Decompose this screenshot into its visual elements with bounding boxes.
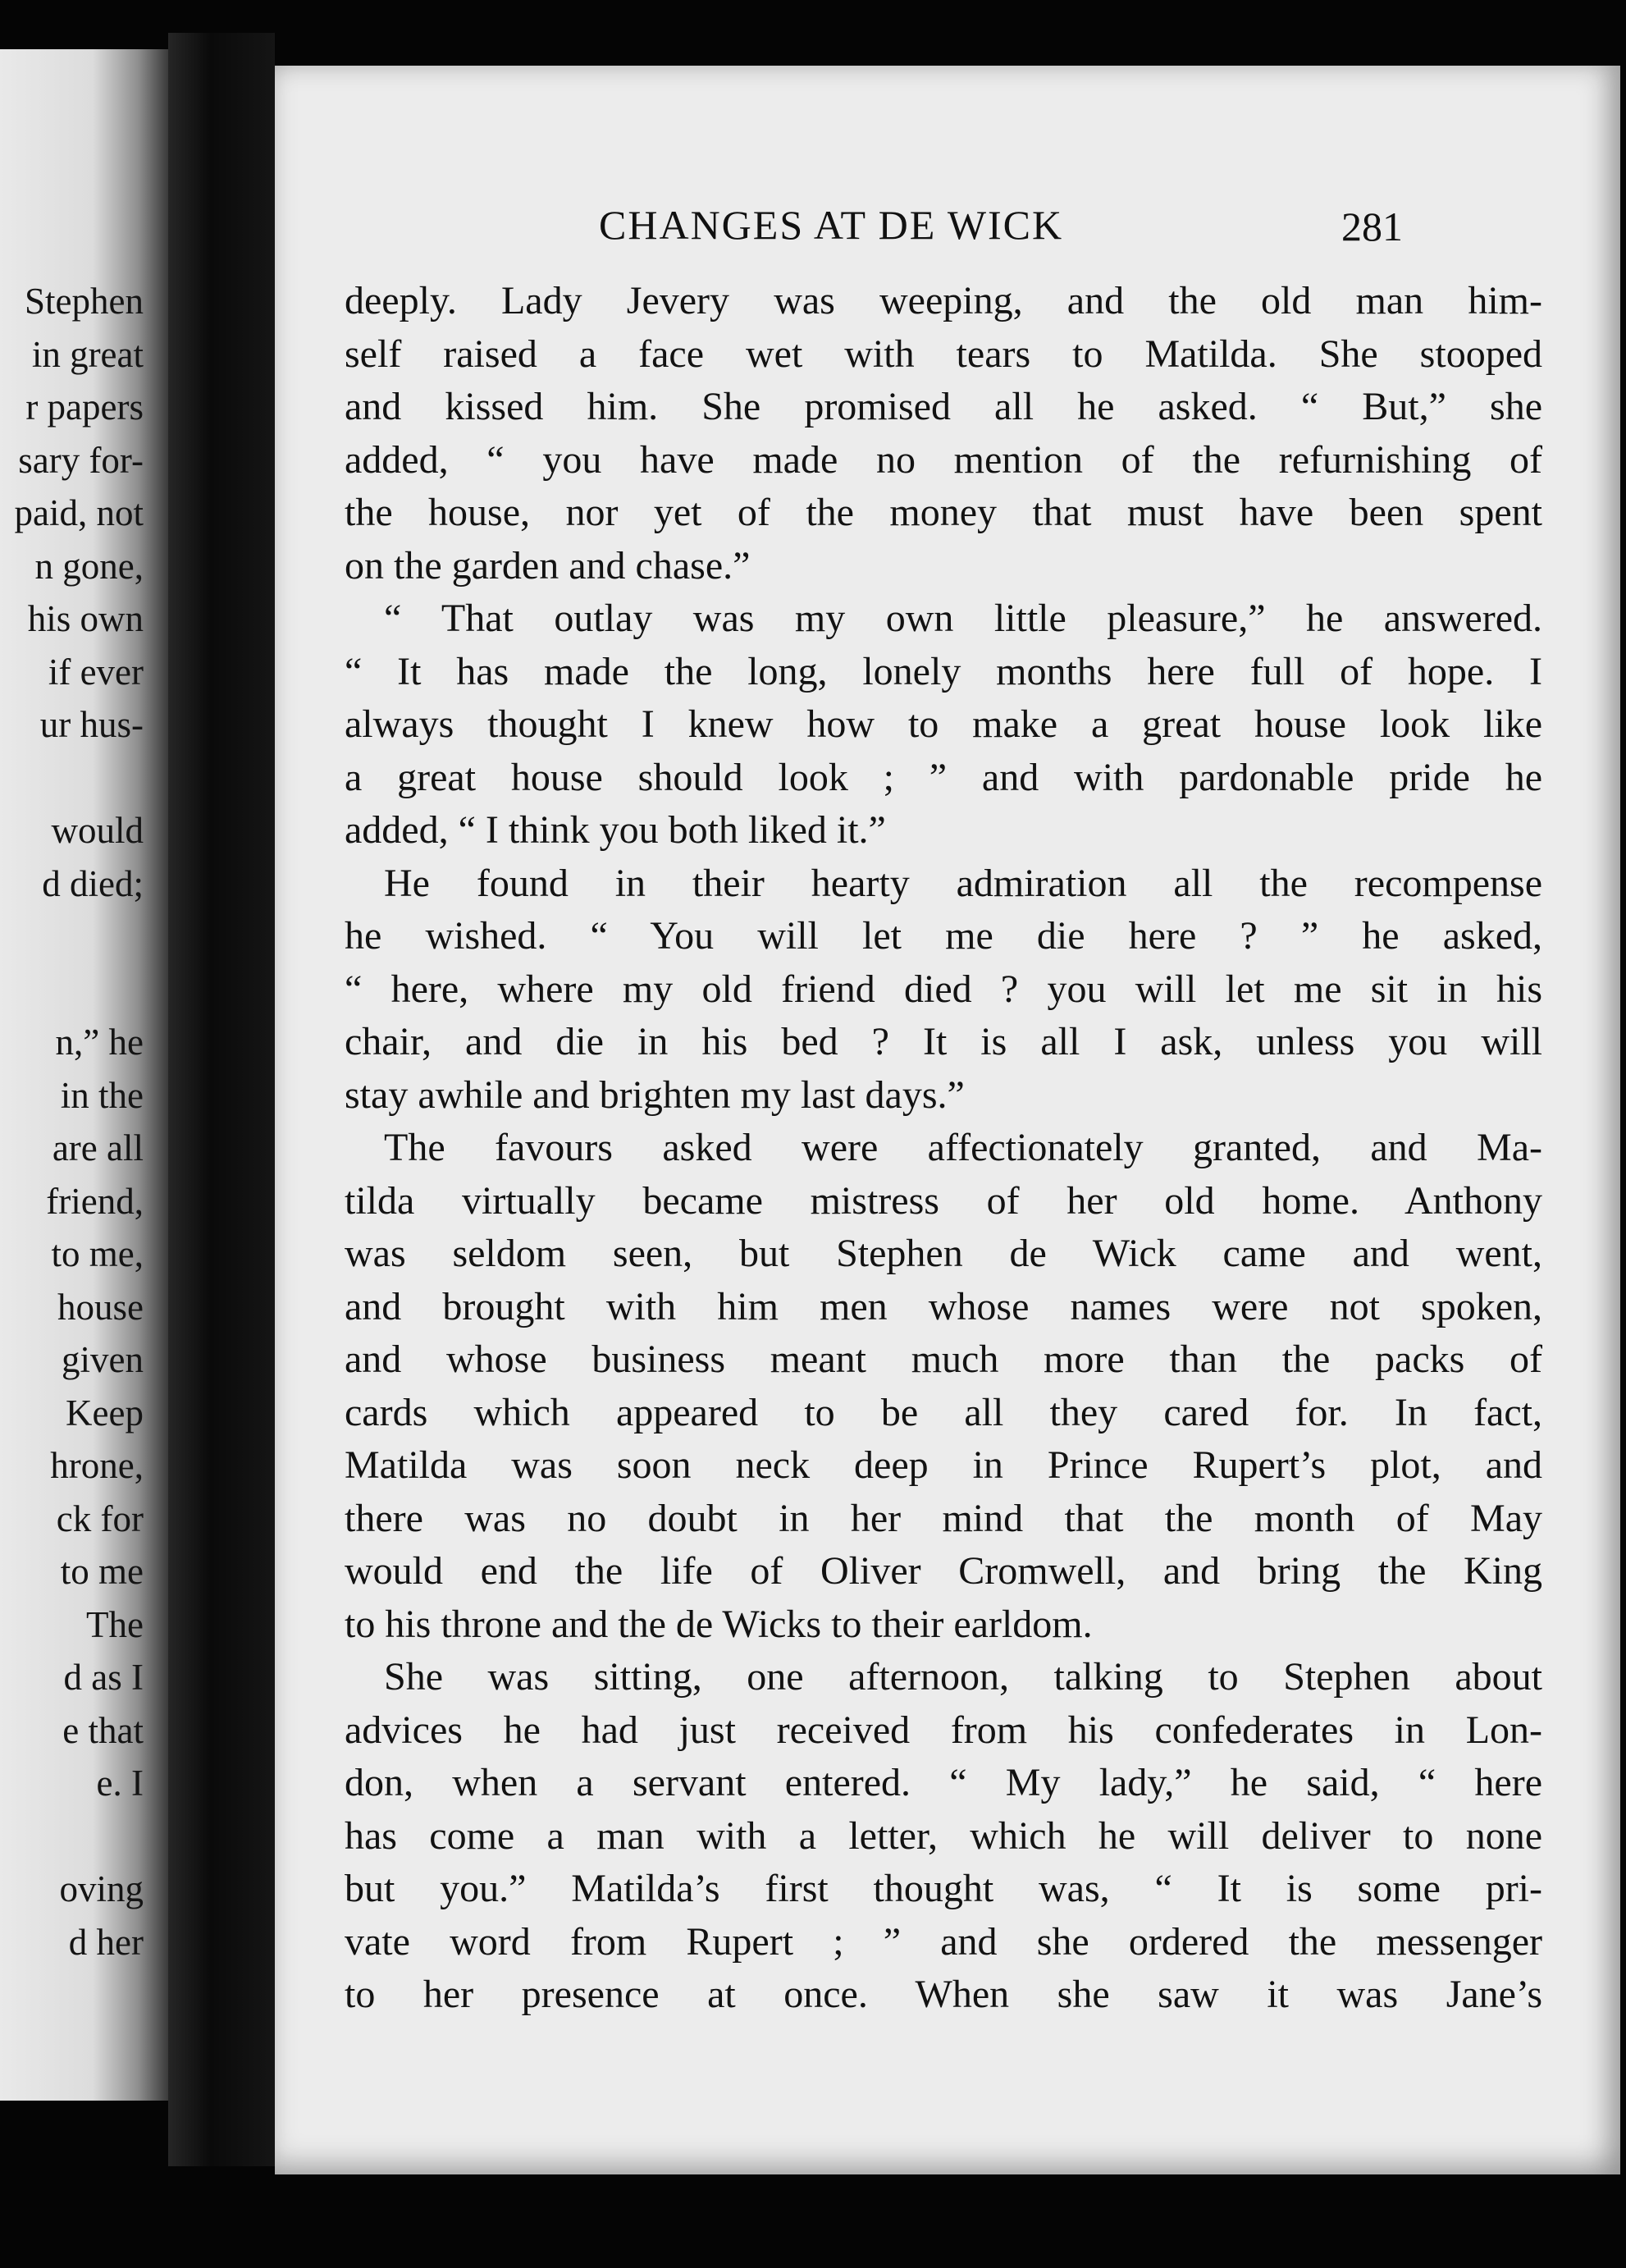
previous-page-line: to me,: [51, 1233, 144, 1274]
text-line: added, “ I think you both liked it.”: [345, 808, 886, 852]
previous-page-line: house: [57, 1286, 144, 1328]
text-line: cards which appeared to be all they cared for. In fact,: [345, 1390, 1542, 1434]
previous-page-line: paid, not: [14, 492, 144, 533]
text-line: he wished. “ You will let me die here ? ” he asked,: [345, 914, 1542, 958]
paragraph: [345, 1651, 1542, 2022]
text-line: on the garden and chase.”: [345, 543, 751, 588]
text-line: was seldom seen, but Stephen de Wick came and went,: [345, 1232, 1542, 1275]
text-line: chair, and die in his bed ? It is all I ask, unless you will: [345, 1020, 1542, 1063]
previous-page-line: given: [62, 1339, 144, 1380]
text-line: always thought I knew how to make a great house look like: [345, 702, 1542, 746]
paragraph: [345, 857, 1542, 1123]
paragraph: [345, 1122, 1542, 1651]
previous-page-line: Keep: [66, 1392, 144, 1434]
previous-page-line: sary for-: [18, 439, 144, 481]
previous-page-line: n,” he: [55, 1022, 144, 1063]
text-line: “ That outlay was my own little pleasure,” he answered.: [384, 597, 1542, 640]
previous-page-line: friend,: [46, 1180, 144, 1222]
text-line: stay awhile and brighten my last days.”: [345, 1072, 965, 1117]
running-head: CHANGES AT DE WICK: [599, 202, 1064, 248]
previous-page-line: would: [51, 810, 144, 851]
text-line: there was no doubt in her mind that the month of May: [345, 1496, 1542, 1540]
text-line: to her presence at once. When she saw it was Jane’s: [345, 1973, 1542, 2016]
text-line: has come a man with a letter, which he will deliver to none: [345, 1813, 1542, 1858]
body-text: [345, 275, 1542, 2022]
previous-page-line: e that: [62, 1709, 144, 1751]
book-gutter: [168, 33, 275, 2166]
previous-page-line: e. I: [96, 1763, 144, 1804]
previous-page-line: his own: [27, 598, 144, 639]
book-page: [275, 66, 1620, 2174]
text-line: the house, nor yet of the money that must have been spent: [345, 491, 1542, 534]
text-line: and whose business meant much more than the packs of: [345, 1337, 1542, 1381]
text-line: advices he had just received from his confederates in Lon-: [345, 1708, 1542, 1752]
text-line: self raised a face wet with tears to Matilda. She stooped: [345, 332, 1542, 376]
paragraph: [345, 592, 1542, 857]
text-line: and brought with him men whose names were not spoken,: [345, 1284, 1542, 1328]
previous-page-line: to me: [60, 1551, 144, 1592]
text-line: She was sitting, one afternoon, talking to Stephen about: [384, 1655, 1542, 1699]
page-number: 281: [1341, 203, 1403, 249]
text-line: He found in their hearty admiration all the recompense: [384, 861, 1542, 905]
previous-page-line: r papers: [25, 386, 144, 428]
text-line: to his throne and the de Wicks to their earldom.: [345, 1602, 1093, 1646]
text-line: and kissed him. She promised all he asked. “ But,” she: [345, 385, 1542, 428]
previous-page-line: in great: [31, 333, 144, 375]
text-line: “ It has made the long, lonely months here full of hope. I: [345, 649, 1542, 693]
previous-page-line: n gone,: [34, 545, 144, 587]
previous-page-line: ur hus-: [39, 704, 144, 745]
previous-page-line: oving: [59, 1868, 144, 1909]
previous-page-line: ck for: [56, 1498, 144, 1539]
previous-page-line: hrone,: [50, 1445, 144, 1486]
text-line: vate word from Rupert ; ” and she ordered the messenger: [345, 1919, 1542, 1964]
text-line: deeply. Lady Jevery was weeping, and the old man him-: [345, 279, 1542, 322]
text-line: a great house should look ; ” and with pardonable pride he: [345, 755, 1542, 799]
paragraph: [345, 275, 1542, 592]
previous-page-line: d as I: [63, 1657, 144, 1698]
previous-page-line: are all: [52, 1127, 144, 1168]
text-line: would end the life of Oliver Cromwell, and bring the King: [345, 1549, 1542, 1593]
text-line: The favours asked were affectionately granted, and Ma-: [384, 1126, 1542, 1169]
text-line: tilda virtually became mistress of her old home. Anthony: [345, 1178, 1542, 1223]
text-line: added, “ you have made no mention of the refurnishing of: [345, 437, 1542, 482]
previous-page-line: d her: [68, 1921, 144, 1963]
page-header: [275, 201, 1620, 258]
previous-page-line: d died;: [42, 862, 144, 904]
previous-page-fragment: [0, 49, 168, 2101]
previous-page-line: Stephen: [25, 281, 144, 322]
previous-page-line: The: [86, 1603, 144, 1645]
previous-page-line: in the: [60, 1074, 144, 1116]
text-line: but you.” Matilda’s first thought was, “ It is some pri-: [345, 1867, 1542, 1910]
text-line: don, when a servant entered. “ My lady,” he said, “ here: [345, 1761, 1542, 1804]
text-line: Matilda was soon neck deep in Prince Rupert’s plot, and: [345, 1443, 1542, 1487]
text-line: “ here, where my old friend died ? you will let me sit in his: [345, 967, 1542, 1011]
previous-page-line: if ever: [48, 651, 144, 693]
